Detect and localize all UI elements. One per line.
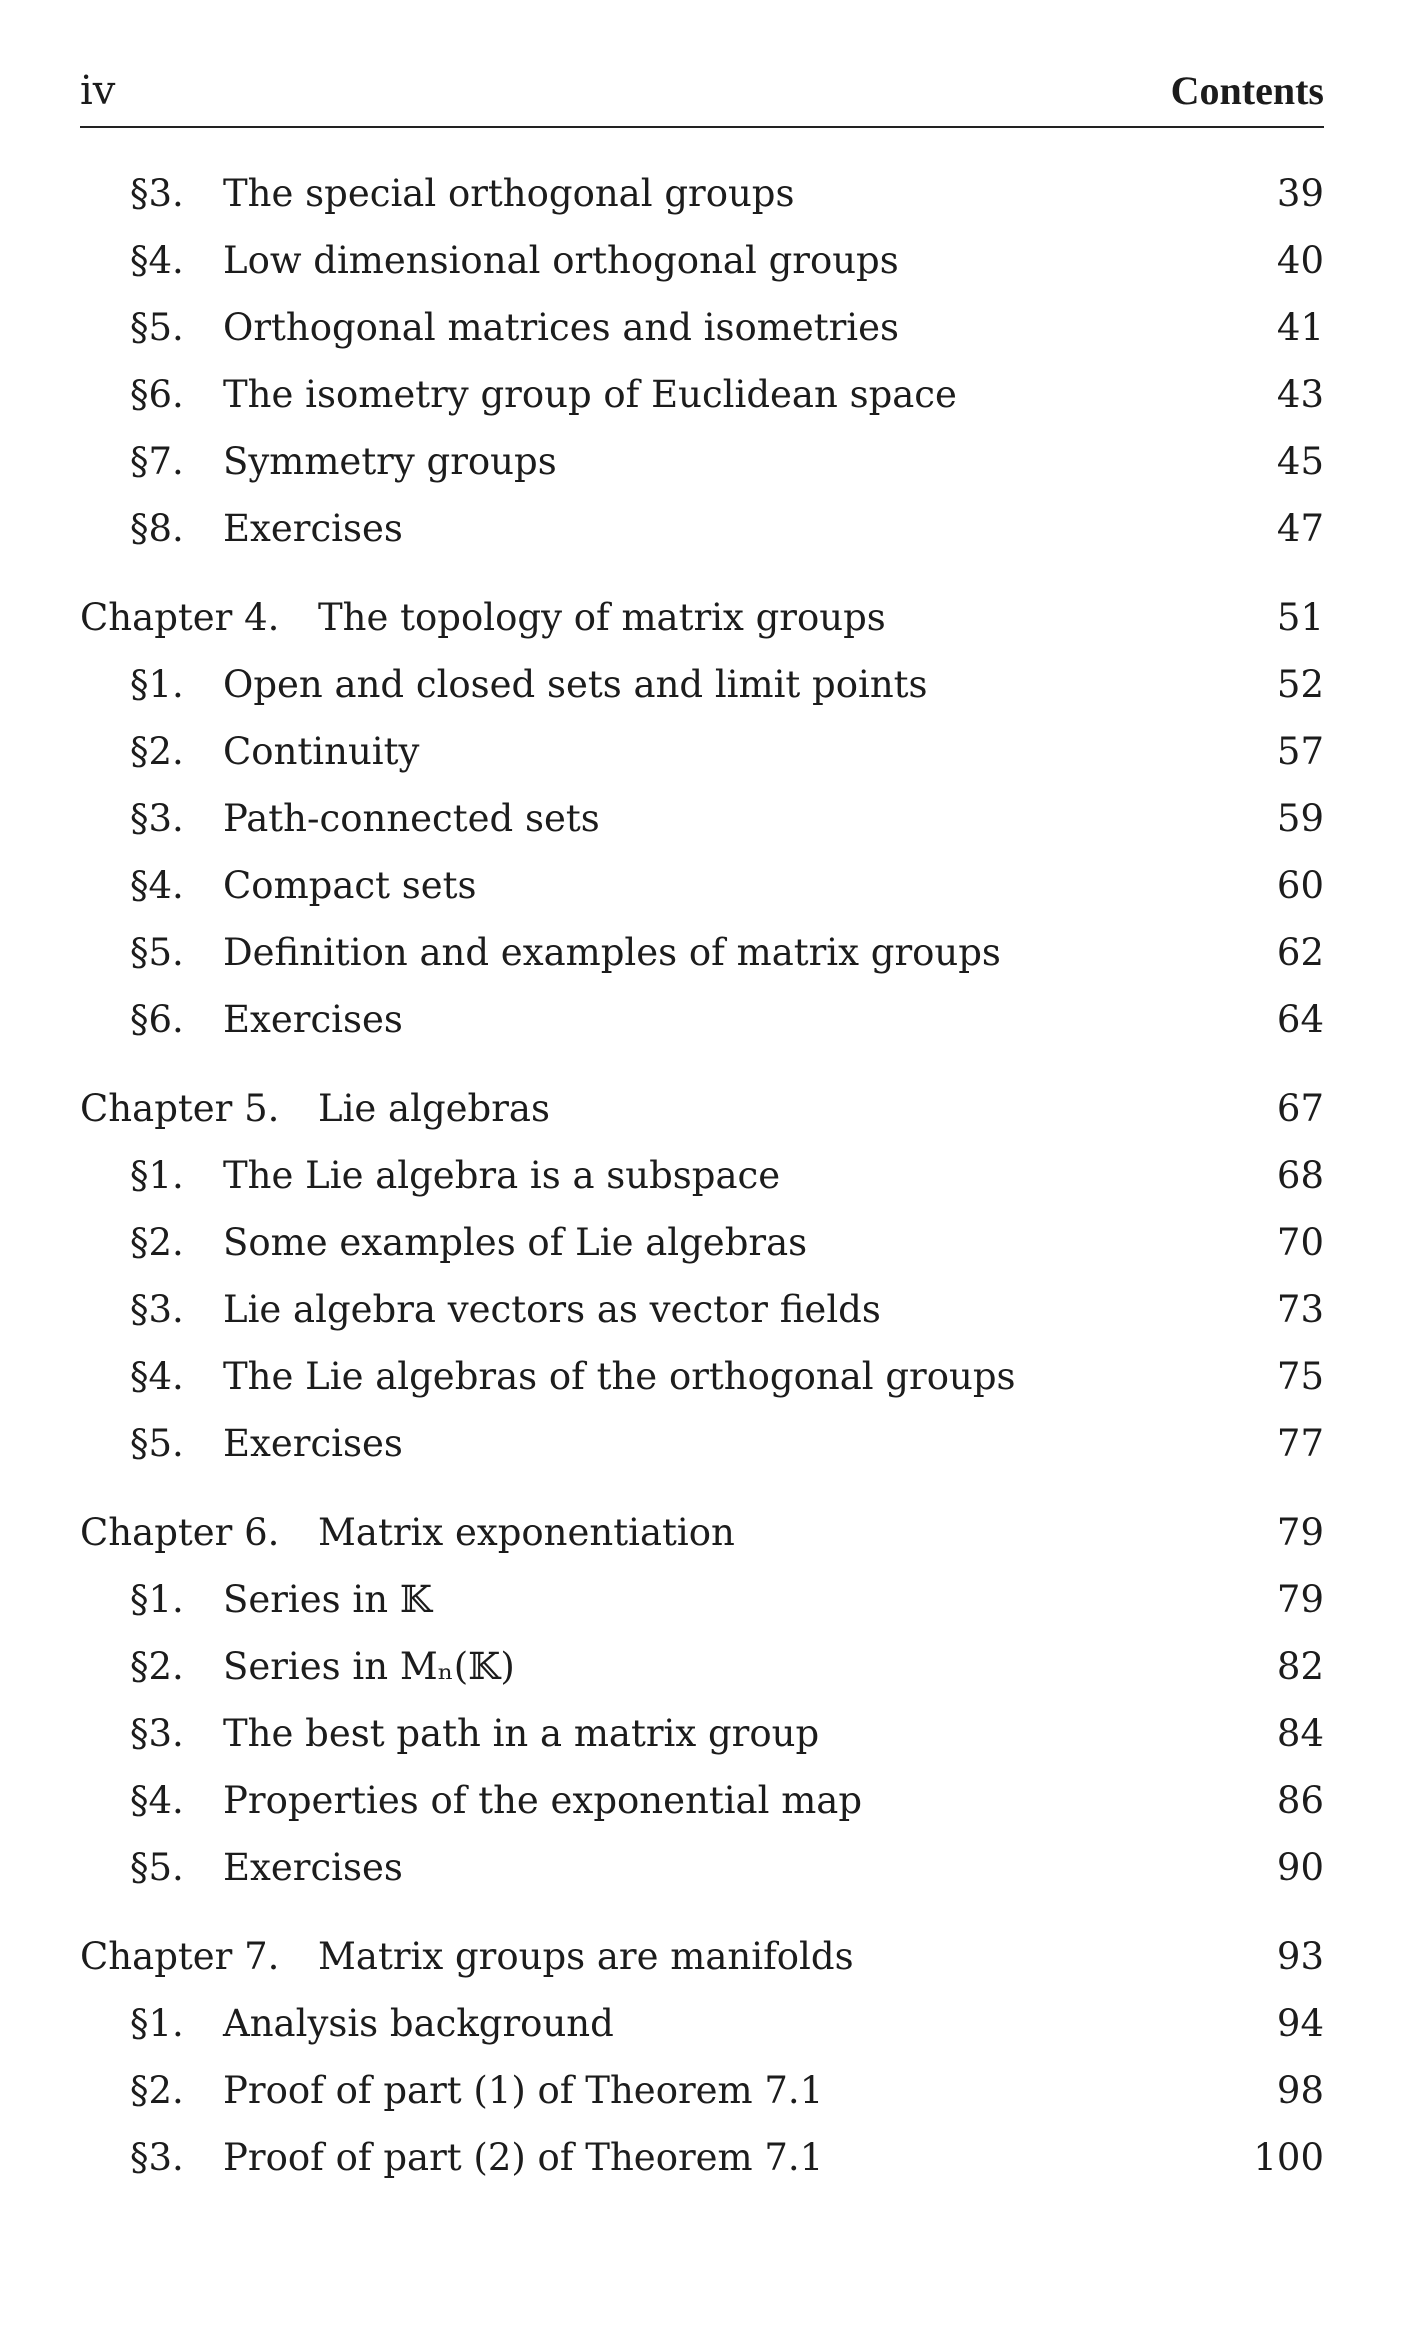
section-title: Exercises	[223, 998, 403, 1041]
section-title: Exercises	[223, 1422, 403, 1465]
section-number: §1.	[130, 1578, 184, 1621]
section-title: The Lie algebra is a subspace	[223, 1154, 781, 1197]
section-number: §2.	[130, 1221, 184, 1264]
page-ref: 62	[1276, 931, 1324, 974]
section-title: Proof of part (2) of Theorem 7.1	[223, 2136, 824, 2179]
page-header	[80, 66, 1324, 128]
page-ref: 64	[1276, 998, 1324, 1041]
section-number: §1.	[130, 663, 184, 706]
section-number: §2.	[130, 730, 184, 773]
page-ref: 51	[1276, 596, 1324, 639]
page-ref: 75	[1276, 1355, 1324, 1398]
page-ref: 60	[1276, 864, 1324, 907]
toc-section-row[interactable]	[80, 1209, 1324, 1276]
section-title: Lie algebra vectors as vector fields	[223, 1288, 881, 1331]
section-number: §6.	[130, 373, 184, 416]
page-ref: 68	[1276, 1154, 1324, 1197]
section-title: Low dimensional orthogonal groups	[223, 239, 899, 282]
section-title: Analysis background	[223, 2002, 614, 2045]
page-ref: 100	[1253, 2136, 1324, 2179]
running-title: Contents	[1170, 68, 1324, 113]
section-title: Some examples of Lie algebras	[223, 1221, 808, 1264]
toc-section-row[interactable]	[80, 785, 1324, 852]
section-title: Definition and examples of matrix groups	[223, 931, 1001, 974]
page-ref: 93	[1276, 1935, 1324, 1978]
section-number: §5.	[130, 931, 184, 974]
toc-section-row[interactable]	[80, 495, 1324, 562]
page-ref: 77	[1276, 1422, 1324, 1465]
page-ref: 73	[1276, 1288, 1324, 1331]
toc-section-row[interactable]	[80, 294, 1324, 361]
page-ref: 57	[1276, 730, 1324, 773]
toc-section-row[interactable]	[80, 2124, 1324, 2191]
toc-chapter-row[interactable]	[80, 584, 1324, 651]
toc-section-row[interactable]	[80, 651, 1324, 718]
page-ref: 43	[1276, 373, 1324, 416]
toc-section-row[interactable]	[80, 1990, 1324, 2057]
section-title: Exercises	[223, 1846, 403, 1889]
section-title: Continuity	[223, 730, 420, 773]
toc-section-row[interactable]	[80, 2057, 1324, 2124]
toc-chapter-row[interactable]	[80, 1923, 1324, 1990]
section-number: §1.	[130, 2002, 184, 2045]
toc-section-row[interactable]	[80, 227, 1324, 294]
chapter-label: Chapter 4.	[80, 596, 280, 639]
section-number: §1.	[130, 1154, 184, 1197]
page-ref: 67	[1276, 1087, 1324, 1130]
section-number: §3.	[130, 1288, 184, 1331]
page-ref: 41	[1276, 306, 1324, 349]
page-ref: 84	[1276, 1712, 1324, 1755]
section-title: Proof of part (1) of Theorem 7.1	[223, 2069, 824, 2112]
section-number: §8.	[130, 507, 184, 550]
section-title: Series in Mₙ(𝕂)	[223, 1645, 515, 1688]
section-title: Open and closed sets and limit points	[223, 663, 928, 706]
toc-section-row[interactable]	[80, 718, 1324, 785]
page-ref: 70	[1276, 1221, 1324, 1264]
section-title: Exercises	[223, 507, 403, 550]
page-ref: 86	[1276, 1779, 1324, 1822]
page-ref: 45	[1276, 440, 1324, 483]
section-title: The isometry group of Euclidean space	[223, 373, 957, 416]
page-ref: 98	[1276, 2069, 1324, 2112]
section-number: §2.	[130, 2069, 184, 2112]
page-ref: 39	[1276, 172, 1324, 215]
section-number: §4.	[130, 239, 184, 282]
section-number: §5.	[130, 1846, 184, 1889]
section-number: §6.	[130, 998, 184, 1041]
chapter-title: Lie algebras	[318, 1087, 550, 1130]
toc-section-row[interactable]	[80, 1767, 1324, 1834]
section-number: §5.	[130, 1422, 184, 1465]
page-ref: 79	[1276, 1511, 1324, 1554]
toc-section-row[interactable]	[80, 1142, 1324, 1209]
section-number: §3.	[130, 1712, 184, 1755]
section-number: §4.	[130, 1355, 184, 1398]
section-title: The special orthogonal groups	[223, 172, 795, 215]
toc-section-row[interactable]	[80, 361, 1324, 428]
toc-section-row[interactable]	[80, 1410, 1324, 1477]
page-ref: 90	[1276, 1846, 1324, 1889]
page-ref: 40	[1276, 239, 1324, 282]
toc-section-row[interactable]	[80, 428, 1324, 495]
page-ref: 94	[1276, 2002, 1324, 2045]
section-title: The best path in a matrix group	[223, 1712, 820, 1755]
toc-section-row[interactable]	[80, 1276, 1324, 1343]
page-ref: 52	[1276, 663, 1324, 706]
section-number: §2.	[130, 1645, 184, 1688]
chapter-title: Matrix exponentiation	[318, 1511, 735, 1554]
section-number: §3.	[130, 172, 184, 215]
section-number: §3.	[130, 797, 184, 840]
toc-section-row[interactable]	[80, 852, 1324, 919]
toc-section-row[interactable]	[80, 1343, 1324, 1410]
chapter-title: The topology of matrix groups	[318, 596, 886, 639]
section-title: Compact sets	[223, 864, 477, 907]
toc-section-row[interactable]	[80, 1834, 1324, 1901]
page-number: iv	[80, 68, 116, 114]
toc-chapter-row[interactable]	[80, 1499, 1324, 1566]
toc-section-row[interactable]	[80, 160, 1324, 227]
section-title: Orthogonal matrices and isometries	[223, 306, 900, 349]
section-number: §5.	[130, 306, 184, 349]
chapter-label: Chapter 6.	[80, 1511, 280, 1554]
chapter-label: Chapter 5.	[80, 1087, 280, 1130]
table-of-contents	[80, 160, 1324, 2191]
section-number: §4.	[130, 864, 184, 907]
toc-chapter-row[interactable]	[80, 1075, 1324, 1142]
chapter-label: Chapter 7.	[80, 1935, 280, 1978]
toc-section-row[interactable]	[80, 986, 1324, 1053]
toc-section-row[interactable]	[80, 1566, 1324, 1633]
section-title: Series in 𝕂	[223, 1578, 432, 1621]
section-title: The Lie algebras of the orthogonal groups	[223, 1355, 1016, 1398]
page-ref: 47	[1276, 507, 1324, 550]
section-number: §3.	[130, 2136, 184, 2179]
chapter-title: Matrix groups are manifolds	[318, 1935, 854, 1978]
section-title: Path-connected sets	[223, 797, 600, 840]
page-ref: 79	[1276, 1578, 1324, 1621]
page-ref: 59	[1276, 797, 1324, 840]
toc-section-row[interactable]	[80, 1633, 1324, 1700]
section-title: Symmetry groups	[223, 440, 557, 483]
section-number: §7.	[130, 440, 184, 483]
page-ref: 82	[1276, 1645, 1324, 1688]
toc-section-row[interactable]	[80, 919, 1324, 986]
section-number: §4.	[130, 1779, 184, 1822]
toc-section-row[interactable]	[80, 1700, 1324, 1767]
section-title: Properties of the exponential map	[223, 1779, 863, 1822]
